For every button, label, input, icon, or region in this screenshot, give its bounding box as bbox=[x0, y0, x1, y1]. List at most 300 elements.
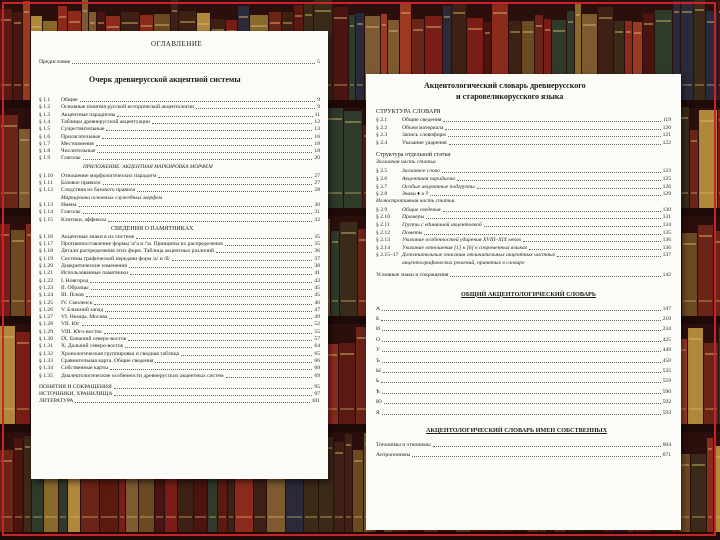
dot-leader bbox=[136, 238, 312, 239]
entry-title: О bbox=[376, 336, 381, 343]
entry-title: Системы графической передачи форм /a/ и /б/ bbox=[61, 255, 170, 262]
toc-entry bbox=[376, 237, 671, 244]
page-number: 18 bbox=[314, 148, 320, 155]
toc-entry bbox=[376, 272, 671, 279]
section-number: § 1.7 bbox=[39, 140, 51, 147]
section-number: § 1.10 bbox=[39, 172, 53, 179]
toc-entry bbox=[39, 292, 320, 299]
dot-leader bbox=[529, 249, 661, 250]
dot-leader bbox=[117, 116, 313, 117]
entry-title: Противопоставление формы 'a/'a и /'м. Принципы их распределения bbox=[61, 241, 223, 248]
section-number: § 2.9 bbox=[376, 206, 388, 213]
dot-leader bbox=[103, 184, 312, 185]
entry-title: Сравнительная карта. Общие сведения bbox=[61, 357, 154, 364]
entry-title: Акцентные знаки в их системе bbox=[61, 233, 135, 240]
toc-entry bbox=[39, 173, 320, 180]
section-heading: АКЦЕНТОЛОГИЧЕСКИЙ СЛОВАРЬ ИМЕН СОБСТВЕННЫХ bbox=[426, 427, 608, 434]
entry-title: II. Образцы bbox=[61, 284, 89, 291]
entry-title: Я bbox=[376, 409, 380, 416]
dot-leader bbox=[72, 63, 315, 64]
page-number: 45 bbox=[314, 284, 320, 291]
page-number: 95 bbox=[314, 383, 320, 390]
dot-leader bbox=[382, 362, 661, 363]
page-number: 16 bbox=[314, 133, 320, 140]
dot-leader bbox=[382, 351, 661, 352]
page-number: 449 bbox=[662, 347, 671, 354]
toc-entry bbox=[376, 252, 671, 259]
subsection-label: СВЕДЕНИЯ О ПАМЯТНИКАХ bbox=[111, 225, 194, 232]
toc-entry bbox=[39, 365, 320, 372]
section-number: § 2.10 bbox=[376, 214, 390, 221]
dot-leader bbox=[86, 296, 312, 297]
page-number: 12 bbox=[314, 118, 320, 125]
toc-entry bbox=[376, 125, 671, 132]
toc-entry bbox=[39, 398, 320, 405]
entry-title: Числительные bbox=[61, 148, 96, 155]
toc-entry bbox=[376, 140, 671, 147]
section-number: § 2.2 bbox=[376, 124, 388, 131]
dot-leader bbox=[226, 377, 312, 378]
toc-entry bbox=[376, 368, 671, 375]
toc-entry bbox=[39, 384, 320, 391]
entry-title: VIII. Юго-восток bbox=[61, 328, 102, 335]
entry-title: Дополнительные описания отличительных акцентных частных bbox=[402, 252, 556, 259]
section-number: § 2.7 bbox=[376, 183, 388, 190]
page-number: 65 bbox=[314, 350, 320, 357]
toc-entry bbox=[376, 347, 671, 354]
section-heading: Структура отдельной статьи bbox=[376, 151, 451, 159]
page-number: 64 bbox=[314, 343, 320, 350]
dot-leader bbox=[110, 369, 312, 370]
entry-title: VII. Юг bbox=[61, 321, 80, 328]
entry-title: Заглавное слово bbox=[402, 168, 440, 175]
dot-leader bbox=[91, 289, 312, 290]
entry-title: Маркировка основных служебных морфем bbox=[61, 194, 163, 201]
toc-entry bbox=[376, 337, 671, 344]
page-number: 535 bbox=[662, 368, 671, 374]
entry-title: Глаголы bbox=[61, 155, 81, 162]
entry-title: Группы с единичной акцентовкой bbox=[402, 222, 482, 228]
toc-entry bbox=[376, 230, 671, 237]
toc-entry bbox=[39, 97, 320, 104]
dot-leader bbox=[83, 213, 312, 214]
dot-leader bbox=[382, 393, 661, 394]
section-number: § 1.24 bbox=[39, 292, 53, 299]
dot-leader bbox=[108, 221, 312, 222]
entry-title: Условные знаки и сокращения bbox=[376, 271, 449, 278]
page-number: 20 bbox=[314, 155, 320, 162]
page-number: 126 bbox=[662, 183, 671, 190]
toc-entry bbox=[39, 155, 320, 162]
page-number: 559 bbox=[662, 378, 671, 385]
dot-leader bbox=[382, 341, 661, 342]
entry-title: VI. Немцы, Москва bbox=[61, 314, 108, 321]
page-number: 45 bbox=[314, 292, 320, 299]
page-number: 27 bbox=[314, 180, 320, 186]
section-number: § 1.8 bbox=[39, 148, 51, 155]
section-number: § 2.15–17 bbox=[376, 252, 399, 259]
section-number: § 1.3 bbox=[39, 111, 51, 118]
dot-leader bbox=[172, 260, 312, 261]
section-number: § 2.13 bbox=[376, 237, 390, 244]
toc-entry bbox=[39, 59, 320, 66]
toc-entry bbox=[376, 358, 671, 365]
page-number: 121 bbox=[662, 132, 671, 139]
page-number: 28 bbox=[314, 187, 320, 194]
section-number: § 1.27 bbox=[39, 314, 53, 321]
section-number: § 1.32 bbox=[39, 350, 53, 357]
section-number: § 1.25 bbox=[39, 299, 53, 306]
page-number: 38 bbox=[314, 263, 320, 269]
dot-leader bbox=[216, 252, 312, 253]
section-number: § 1.1 bbox=[39, 97, 51, 103]
section-number: § 1.5 bbox=[39, 126, 51, 133]
entry-title: Указание отношения [1] к [6] в современных языках bbox=[402, 244, 528, 251]
page-number: 49 bbox=[314, 314, 320, 321]
page-number: 31 bbox=[314, 209, 320, 216]
page-number: 55 bbox=[314, 328, 320, 335]
dot-leader bbox=[137, 191, 312, 192]
section-number: § 1.18 bbox=[39, 248, 53, 255]
page-number: 9 bbox=[317, 97, 320, 103]
entry-title: Отношение морфологических парадигм bbox=[61, 172, 157, 179]
entry-title: Клитики, аффиксы bbox=[61, 216, 106, 223]
section-number: § 2.3 bbox=[376, 132, 388, 139]
toc-entry bbox=[39, 391, 320, 398]
dot-leader bbox=[381, 320, 661, 321]
toc-title: ОГЛАВЛЕНИЕ bbox=[151, 40, 203, 48]
page-number: 13 bbox=[314, 126, 320, 133]
section-number: § 1.14 bbox=[39, 209, 53, 216]
section-number: § 2.11 bbox=[376, 222, 390, 228]
entry-title: Общие сведения bbox=[402, 206, 441, 213]
page-number: 37 bbox=[314, 255, 320, 262]
dot-leader bbox=[430, 195, 661, 196]
entry-title: Пометы bbox=[402, 229, 423, 236]
dot-leader bbox=[443, 121, 661, 122]
section-number: § 1.34 bbox=[39, 365, 53, 372]
section-number: § 2.8 bbox=[376, 191, 388, 198]
entry-title: Базовое правило bbox=[61, 180, 101, 186]
entry-title: I. Новгород bbox=[61, 277, 89, 284]
section-heading: СТРУКТУРА СЛОВАРЯ bbox=[376, 108, 441, 115]
page-number: 136 bbox=[662, 237, 671, 244]
page-number: 32 bbox=[314, 216, 320, 223]
dot-leader bbox=[79, 206, 312, 207]
entry-title: Таблицы древнерусской акцентуации bbox=[61, 118, 150, 125]
entry-title: Особые акцентные подгруппы bbox=[402, 183, 475, 190]
dot-leader bbox=[196, 108, 315, 109]
entry-title: Следствия из базового правила bbox=[61, 187, 136, 194]
toc-entry bbox=[39, 141, 320, 148]
page-number: 123 bbox=[662, 168, 671, 175]
dot-leader bbox=[412, 456, 661, 457]
section-number: § 1.12 bbox=[39, 187, 53, 194]
toc-entry bbox=[376, 378, 671, 385]
page-number: 131 bbox=[662, 214, 671, 221]
page-number: 18 bbox=[314, 140, 320, 147]
page-number: 590 bbox=[662, 388, 671, 395]
toc-entry bbox=[39, 234, 320, 241]
entry-title: Запись словоформ bbox=[402, 132, 446, 139]
entry-title: IX. Ближний северо-восток bbox=[61, 336, 127, 342]
page-number: 129 bbox=[662, 191, 671, 198]
section-number: § 1.17 bbox=[39, 241, 53, 248]
entry-title: Местоимения bbox=[61, 140, 94, 147]
toc-entry bbox=[39, 314, 320, 321]
toc-entry bbox=[39, 263, 320, 270]
subsection-label: ПРИЛОЖЕНИЕ: АКЦЕНТНАЯ МАРКИРОВКА МОРФЕМ bbox=[83, 163, 213, 170]
toc-entry bbox=[39, 343, 320, 350]
toc-entry bbox=[376, 184, 671, 191]
dot-leader bbox=[443, 211, 661, 212]
toc-entry bbox=[376, 452, 671, 459]
section-number: § 1.13 bbox=[39, 201, 53, 208]
entry-title: X. Дальний северо-восток bbox=[61, 343, 124, 350]
entry-title: Акцентная парадигма bbox=[402, 176, 456, 182]
dot-leader bbox=[457, 180, 661, 181]
section-number: § 1.33 bbox=[39, 357, 53, 364]
dot-leader bbox=[83, 159, 312, 160]
dot-leader bbox=[433, 446, 661, 447]
page-number: 41 bbox=[314, 270, 320, 277]
section-heading: Очерк древнерусской акцентной системы bbox=[89, 75, 241, 84]
dot-leader bbox=[80, 101, 315, 102]
toc-entry bbox=[376, 260, 671, 267]
entry-title: Прилагательные bbox=[61, 133, 101, 140]
toc-entry bbox=[39, 373, 320, 380]
dot-leader bbox=[381, 382, 661, 383]
dictionary-title: и старовеликорусского языка bbox=[456, 92, 564, 101]
toc-entry bbox=[376, 245, 671, 252]
section-number: § 1.21 bbox=[39, 270, 53, 277]
page-number: 142 bbox=[662, 271, 671, 278]
toc-entry bbox=[39, 358, 320, 365]
page-number: 35 bbox=[314, 241, 320, 248]
section-number: § 1.23 bbox=[39, 284, 53, 291]
dot-leader bbox=[523, 241, 661, 242]
toc-entry bbox=[39, 180, 320, 187]
toc-entry bbox=[376, 214, 671, 221]
toc-entry bbox=[376, 306, 671, 313]
toc-entry bbox=[39, 209, 320, 216]
entry-title: И bbox=[376, 326, 381, 333]
dot-leader bbox=[90, 282, 312, 283]
toc-entry bbox=[39, 104, 320, 111]
entry-title: Использованные памятники bbox=[61, 270, 128, 277]
toc-entry bbox=[39, 148, 320, 155]
dot-leader bbox=[449, 144, 661, 145]
toc-entry bbox=[39, 202, 320, 209]
section-number: § 1.19 bbox=[39, 255, 53, 262]
toc-entry bbox=[376, 176, 671, 183]
section-number: § 1.16 bbox=[39, 233, 53, 240]
page-number: 147 bbox=[662, 305, 671, 312]
page-number: 425 bbox=[662, 336, 671, 343]
entry-title: Глаголы bbox=[61, 209, 81, 216]
toc-entry bbox=[376, 389, 671, 396]
entry-title: Диакритические изменения bbox=[61, 263, 127, 269]
toc-entry bbox=[39, 256, 320, 263]
page-number: 9 bbox=[317, 104, 320, 111]
dot-leader bbox=[114, 388, 312, 389]
dot-leader bbox=[129, 267, 312, 268]
left-toc-page bbox=[31, 31, 328, 479]
dot-leader bbox=[109, 318, 312, 319]
dot-leader bbox=[104, 333, 312, 334]
section-number: § 1.26 bbox=[39, 306, 53, 313]
page-number: 592 bbox=[662, 399, 671, 406]
subsection-label: Иллюстративная часть статьи bbox=[376, 197, 455, 204]
dot-leader bbox=[75, 402, 310, 403]
section-number: § 2.4 bbox=[376, 139, 388, 146]
section-number: § 2.12 bbox=[376, 229, 390, 236]
toc-entry bbox=[39, 307, 320, 314]
section-number: § 2.14 bbox=[376, 244, 390, 251]
entry-title: Акцентные парадигмы bbox=[61, 111, 116, 118]
toc-entry bbox=[39, 300, 320, 307]
dot-leader bbox=[382, 310, 661, 311]
page-number: 593 bbox=[662, 409, 671, 416]
dot-leader bbox=[114, 395, 312, 396]
dot-leader bbox=[450, 276, 661, 277]
page-number: 101 bbox=[311, 398, 320, 405]
dot-leader bbox=[477, 188, 661, 189]
toc-entry bbox=[376, 117, 671, 124]
page-number: 120 bbox=[662, 124, 671, 131]
toc-entry bbox=[376, 410, 671, 417]
entry-title: Б bbox=[376, 316, 380, 322]
dot-leader bbox=[181, 355, 312, 356]
toc-entry bbox=[39, 248, 320, 255]
entry-title: Общие сведения bbox=[402, 117, 442, 123]
page-number: 43 bbox=[314, 277, 320, 284]
page-number: 52 bbox=[314, 321, 320, 328]
entry-title: Ѣ bbox=[376, 388, 380, 395]
page-number: 68 bbox=[314, 365, 320, 372]
dot-leader bbox=[82, 325, 312, 326]
dot-leader bbox=[382, 330, 661, 331]
toc-entry bbox=[39, 187, 320, 194]
dot-leader bbox=[384, 403, 661, 404]
entry-title: У bbox=[376, 347, 380, 354]
toc-entry bbox=[39, 270, 320, 277]
dot-leader bbox=[102, 138, 312, 139]
page-number: 119 bbox=[662, 117, 671, 123]
page-number: 57 bbox=[314, 336, 320, 342]
dot-leader bbox=[557, 256, 661, 257]
entry-title: III. Псков bbox=[61, 292, 84, 299]
dot-leader bbox=[445, 129, 661, 130]
entry-title: Указание ударения bbox=[402, 139, 447, 146]
toc-entry bbox=[376, 222, 671, 229]
section-heading: ОБЩИЙ АКЦЕНТОЛОГИЧЕСКИЙ СЛОВАРЬ bbox=[461, 290, 596, 298]
dot-leader bbox=[105, 311, 312, 312]
page-number: 11 bbox=[314, 111, 320, 118]
page-number: 671 bbox=[662, 451, 671, 458]
toc-entry bbox=[39, 195, 320, 202]
page-number: 234 bbox=[662, 326, 671, 333]
page-number: 97 bbox=[314, 391, 320, 398]
right-toc-page bbox=[366, 74, 681, 530]
page-number: 604 bbox=[662, 442, 671, 448]
section-number: § 1.29 bbox=[39, 328, 53, 335]
entry-title: Имена bbox=[61, 201, 77, 208]
toc-entry bbox=[39, 285, 320, 292]
page-number: 450 bbox=[662, 357, 671, 364]
dot-leader bbox=[484, 226, 661, 227]
toc-entry bbox=[376, 399, 671, 406]
section-number: § 1.22 bbox=[39, 277, 53, 284]
entry-title: Ю bbox=[376, 399, 382, 406]
page-number: 122 bbox=[662, 139, 671, 146]
section-number: § 1.6 bbox=[39, 133, 51, 140]
toc-entry bbox=[39, 134, 320, 141]
toc-entry bbox=[376, 168, 671, 175]
entry-title: Диалектологические особенности древнерусских акцентных систем bbox=[61, 372, 224, 379]
entry-title: Знаки ♦ и ◊ bbox=[402, 191, 429, 198]
toc-entry bbox=[39, 336, 320, 343]
section-number: § 1.30 bbox=[39, 336, 53, 342]
toc-entry bbox=[39, 321, 320, 328]
dot-leader bbox=[383, 372, 661, 373]
section-number: § 1.2 bbox=[39, 104, 51, 111]
entry-title: ПОНЯТИЯ И СОКРАЩЕНИЯ bbox=[39, 383, 112, 390]
section-number: § 1.15 bbox=[39, 216, 53, 223]
toc-entry bbox=[39, 112, 320, 119]
dot-leader bbox=[128, 340, 312, 341]
entry-title: А bbox=[376, 305, 381, 312]
toc-entry bbox=[39, 126, 320, 133]
section-number: § 1.35 bbox=[39, 372, 53, 379]
dot-leader bbox=[424, 234, 661, 235]
page-number: 130 bbox=[662, 206, 671, 213]
dot-leader bbox=[130, 274, 312, 275]
section-number: § 1.20 bbox=[39, 263, 53, 269]
entry-title: ЛИТЕРАТУРА bbox=[39, 398, 74, 405]
entry-title: Хронологическая группировка и сводная таблица bbox=[61, 350, 180, 357]
section-number: § 1.9 bbox=[39, 155, 51, 162]
entry-title: Ы bbox=[376, 368, 381, 374]
dot-leader bbox=[152, 123, 312, 124]
entry-title: Основные понятия русской исторической акцентологии bbox=[61, 104, 195, 111]
section-number: § 2.1 bbox=[376, 117, 388, 123]
page-number: 46 bbox=[314, 299, 320, 306]
section-number: § 1.11 bbox=[39, 180, 53, 186]
dot-leader bbox=[97, 152, 312, 153]
page-number: 66 bbox=[314, 357, 320, 364]
subsection-label: Заглавная часть статьи bbox=[376, 159, 436, 166]
entry-title: Примеры bbox=[402, 214, 425, 221]
toc-entry bbox=[376, 132, 671, 139]
page-number: 35 bbox=[314, 233, 320, 240]
dot-leader bbox=[96, 145, 312, 146]
page-number: 137 bbox=[662, 252, 671, 259]
entry-title: Существительные bbox=[61, 126, 105, 133]
toc-entry bbox=[376, 316, 671, 323]
entry-title: Предисловие bbox=[39, 59, 71, 65]
toc-entry bbox=[376, 207, 671, 214]
dot-leader bbox=[448, 136, 661, 137]
entry-title: Собственные карты bbox=[61, 365, 109, 372]
toc-entry bbox=[39, 278, 320, 285]
page-number: 125 bbox=[662, 176, 671, 182]
toc-entry bbox=[39, 119, 320, 126]
dot-leader bbox=[158, 177, 312, 178]
entry-title: Топонимы и этнонимы bbox=[376, 442, 431, 448]
page-number: 47 bbox=[314, 306, 320, 313]
dot-leader bbox=[442, 172, 661, 173]
